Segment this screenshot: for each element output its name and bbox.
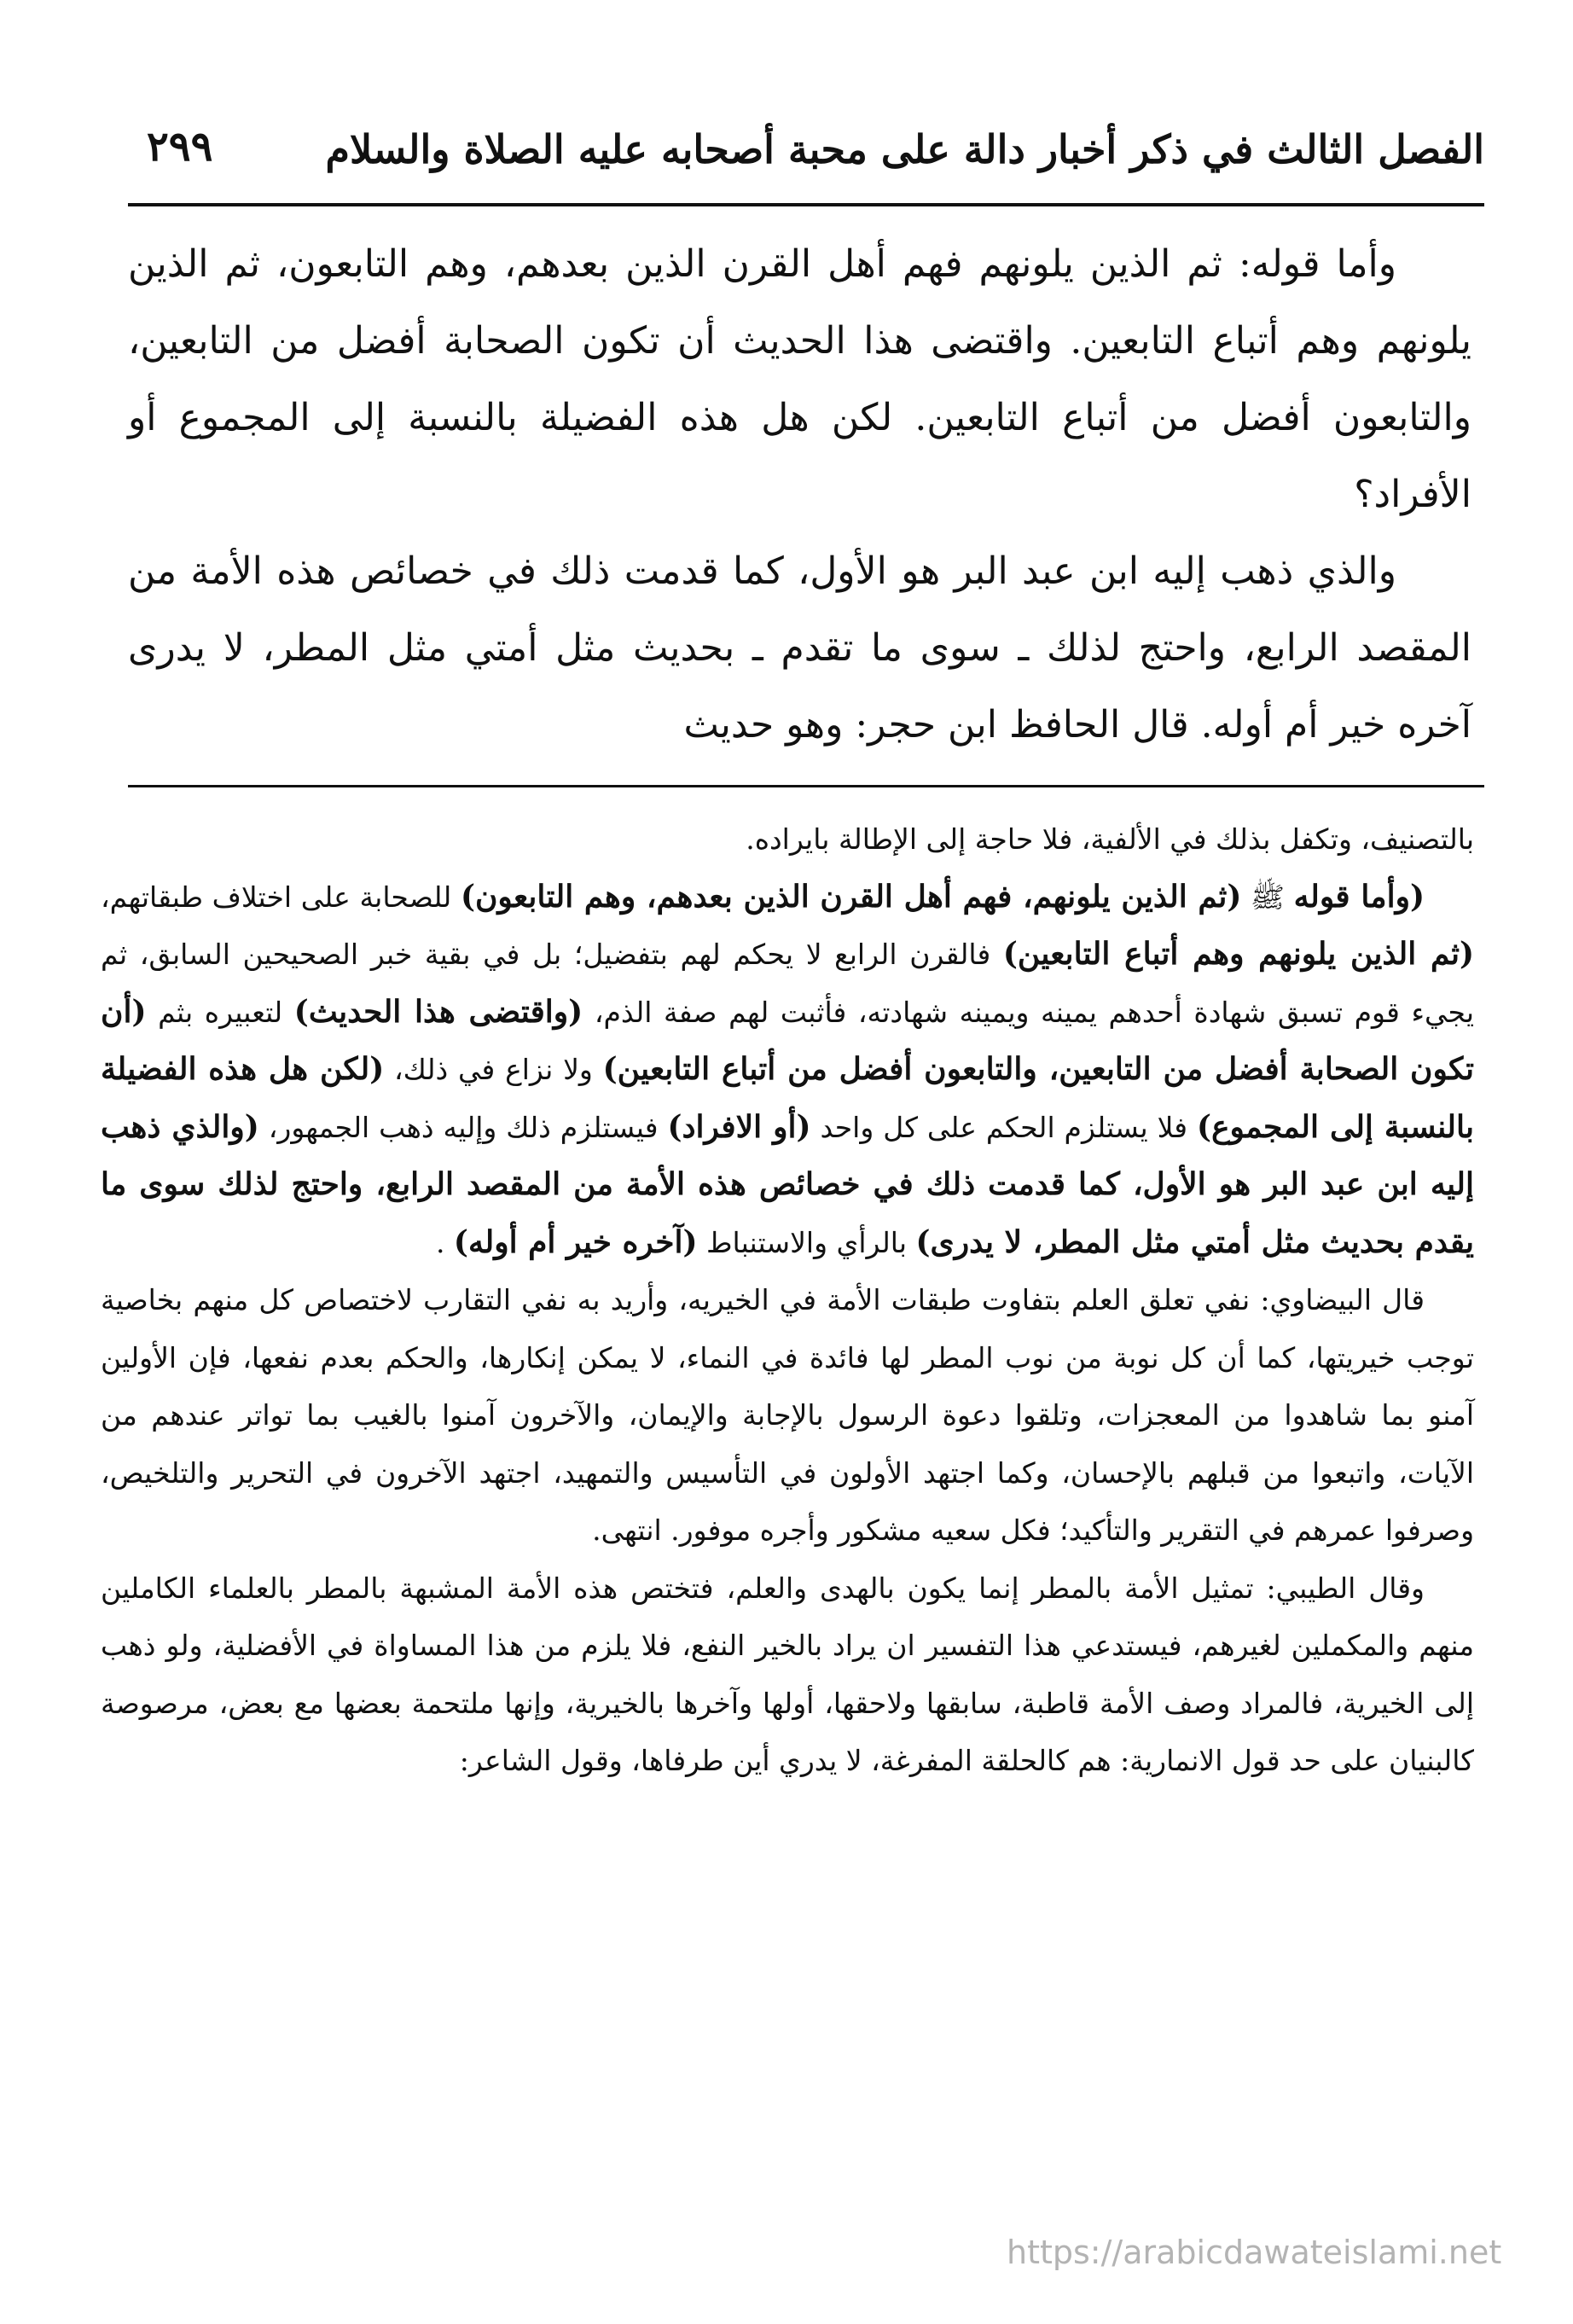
commentary-span: فلا يستلزم الحكم على كل واحد (810, 1110, 1198, 1144)
watermark-url: https://arabicdawateislami.net (1007, 2234, 1502, 2271)
commentary-paragraph: وقال الطيبي: تمثيل الأمة بالمطر إنما يكون بالهدى والعلم، فتختص هذه الأمة المشبهة بالمطر بالعلماء الكاملين منهم والمكملين لغيرهم، فيستدعي هذا التفسير ان يراد بالخير النفع، فلا يلزم من هذا المساواة في الأفضلية، ولو ذهب إلى الخيرية، فالمراد وصف الأمة قاطبة، سابقها ولاحقها، أولها وآخرها بالخيرية، وإنها ملتحمة بعضها مع بعض، مرصوصة كالبنيان على حد قول الانمارية: هم كالحلقة المفرغة، لا يدري أين طرفاها، وقول الشاعر: (101, 1571, 1474, 1777)
commentary-separator (128, 785, 1484, 787)
commentary-span: فالقرن الرابع لا يحكم لهم بتفضيل؛ بل في بقية خبر الصحيحين السابق، ثم يجيء قوم تسبق شهادة أحدهم يمينه ويمينه شهادته، فأثبت لهم صفة الذم، (101, 938, 1475, 1029)
quoted-text: (أن تكون الصحابة أفضل من التابعين، والتابعون أفضل من أتباع التابعين) (101, 993, 1474, 1087)
quoted-text: (ثم الذين يلونهم وهم أتباع التابعين) (1002, 936, 1474, 972)
page-header (128, 119, 1484, 196)
quoted-text: (واقتضى هذا الحديث) (293, 993, 583, 1030)
chapter-title: الفصل الثالث في ذكر أخبار دالة على محبة أصحابه عليه الصلاة والسلام (325, 126, 1484, 172)
commentary-span: للصحابة على اختلاف طبقاتهم، (101, 880, 461, 914)
commentary-span: . (435, 1225, 454, 1259)
quoted-text: (والذي ذهب إليه ابن عبد البر هو الأول، كما قدمت ذلك في خصائص هذه الأمة من المقصد الرابع، واحتج لذلك سوى ما يقدم بحديث مثل أمتي مثل المطر، لا يدرى) (101, 1108, 1474, 1260)
commentary-text (101, 810, 1474, 1790)
main-paragraph: والذي ذهب إليه ابن عبد البر هو الأول، كما قدمت ذلك في خصائص هذه الأمة من المقصد الرابع، واحتج لذلك ـ سوى ما تقدم ـ بحديث مثل أمتي مثل المطر، لا يدرى آخره خير أم أوله. قال الحافظ ابن حجر: وهو حديث (128, 549, 1471, 747)
quoted-text: (وأما قوله (1293, 878, 1425, 915)
commentary-span: ولا نزاع في ذلك، (384, 1053, 603, 1086)
commentary-paragraph: قال البيضاوي: نفي تعلق العلم بتفاوت طبقات الأمة في الخيريه، وأريد به نفي التقارب لاختصاص كل منهم بخاصية توجب خيريتها، كما أن كل نوبة من نوب المطر لها فائدة في النماء، لا يمكن إنكارها، والحكم بعدم نفعها، فإن الأولين آمنو بما شاهدوا من المعجزات، وتلقوا دعوة الرسول بالإجابة والإيمان، والآخرون آمنوا بالغيب بما تواتر عندهم من الآيات، واتبعوا من قبلهم بالإحسان، وكما اجتهد الأولون في التأسيس والتمهيد، اجتهد الآخرون في التحرير والتلخيص، وصرفوا عمرهم في التقرير والتأكيد؛ فكل سعيه مشكور وأجره موفور. انتهى. (101, 1283, 1474, 1547)
page-number: ٢٩٩ (147, 123, 213, 171)
quoted-text: (لكن هل هذه الفضيلة بالنسبة إلى المجموع) (101, 1051, 1475, 1145)
commentary-span: لتعبيره بثم (146, 995, 294, 1029)
commentary-span: فيستلزم ذلك وإليه ذهب الجمهور، (258, 1110, 668, 1144)
commentary-paragraph (101, 869, 1474, 1272)
main-text (128, 226, 1471, 764)
quoted-text: (ثم الذين يلونهم، فهم أهل القرن الذين بعدهم، وهم التابعون) (460, 878, 1242, 915)
salawat-symbol: ﷺ (1241, 880, 1294, 914)
commentary-span: بالرأي والاستنباط (697, 1225, 916, 1259)
main-paragraph: وأما قوله: ثم الذين يلونهم فهم أهل القرن الذين بعدهم، وهم التابعون، ثم الذين يلونهم وهم أتباع التابعين. واقتضى هذا الحديث أن تكون الصحابة أفضل من التابعين، والتابعون أفضل من أتباع التابعين. لكن هل هذه الفضيلة بالنسبة إلى المجموع أو الأفراد؟ (128, 242, 1471, 516)
quoted-text: (أو الافراد) (667, 1108, 811, 1145)
commentary-paragraph: بالتصنيف، وتكفل بذلك في الألفية، فلا حاجة إلى الإطالة بايراده. (746, 822, 1474, 856)
quoted-text: (آخره خير أم أوله) (453, 1223, 698, 1260)
header-rule (128, 203, 1484, 206)
